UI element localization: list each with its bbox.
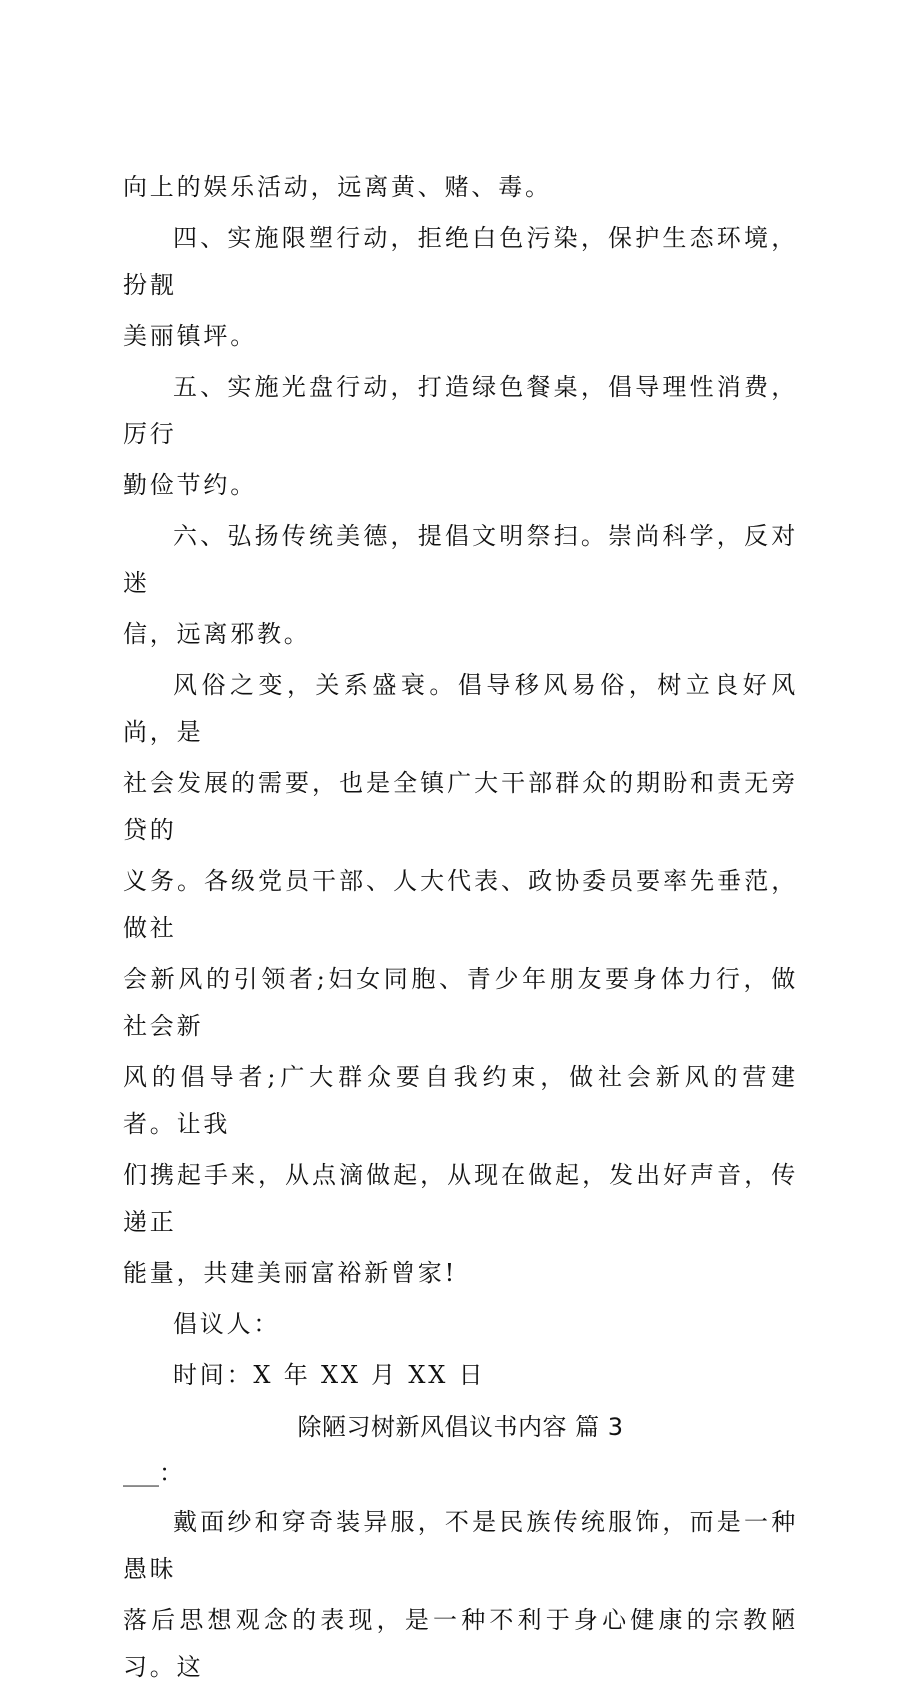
paragraph-group-before-heading xyxy=(123,164,798,1399)
text-line: 向上的娱乐活动，远离黄、赌、毒。 xyxy=(123,173,552,201)
salutation-line: ___： xyxy=(123,1459,183,1487)
text-line: 六、弘扬传统美德，提倡文明祭扫。崇尚科学，反对迷 xyxy=(123,522,798,597)
text-line: 美丽镇坪。 xyxy=(123,322,257,350)
text-line: 风俗之变，关系盛衰。倡导移风易俗，树立良好风尚，是 xyxy=(123,671,798,746)
text-line: 四、实施限塑行动，拒绝白色污染，保护生态环境，扮靓 xyxy=(123,224,798,299)
text-line: 风的倡导者;广大群众要自我约束，做社会新风的营建者。让我 xyxy=(123,1063,798,1138)
section-heading: 除陋习树新风倡议书内容 篇 3 xyxy=(297,1413,624,1441)
text-line: 能量，共建美丽富裕新曾家! xyxy=(123,1259,458,1287)
document-body xyxy=(123,164,798,1695)
text-line: 社会发展的需要，也是全镇广大干部群众的期盼和责无旁贷的 xyxy=(123,769,798,844)
paragraph-group-after-heading xyxy=(123,1499,798,1691)
text-line: 五、实施光盘行动，打造绿色餐桌，倡导理性消费，厉行 xyxy=(123,373,798,448)
proposer-line: 倡议人： xyxy=(173,1310,281,1338)
text-line: 们携起手来，从点滴做起，从现在做起，发出好声音，传递正 xyxy=(123,1161,798,1236)
date-line: 时间：X 年 XX 月 XX 日 xyxy=(173,1361,486,1389)
text-line: 勤俭节约。 xyxy=(123,471,257,499)
text-line: 戴面纱和穿奇装异服，不是民族传统服饰，而是一种愚昧 xyxy=(123,1508,798,1583)
text-line: 落后思想观念的表现，是一种不利于身心健康的宗教陋习。这 xyxy=(123,1606,798,1681)
text-line: 义务。各级党员干部、人大代表、政协委员要率先垂范，做社 xyxy=(123,867,798,942)
text-line: 会新风的引领者;妇女同胞、青少年朋友要身体力行，做社会新 xyxy=(123,965,798,1040)
text-line: 信，远离邪教。 xyxy=(123,620,311,648)
